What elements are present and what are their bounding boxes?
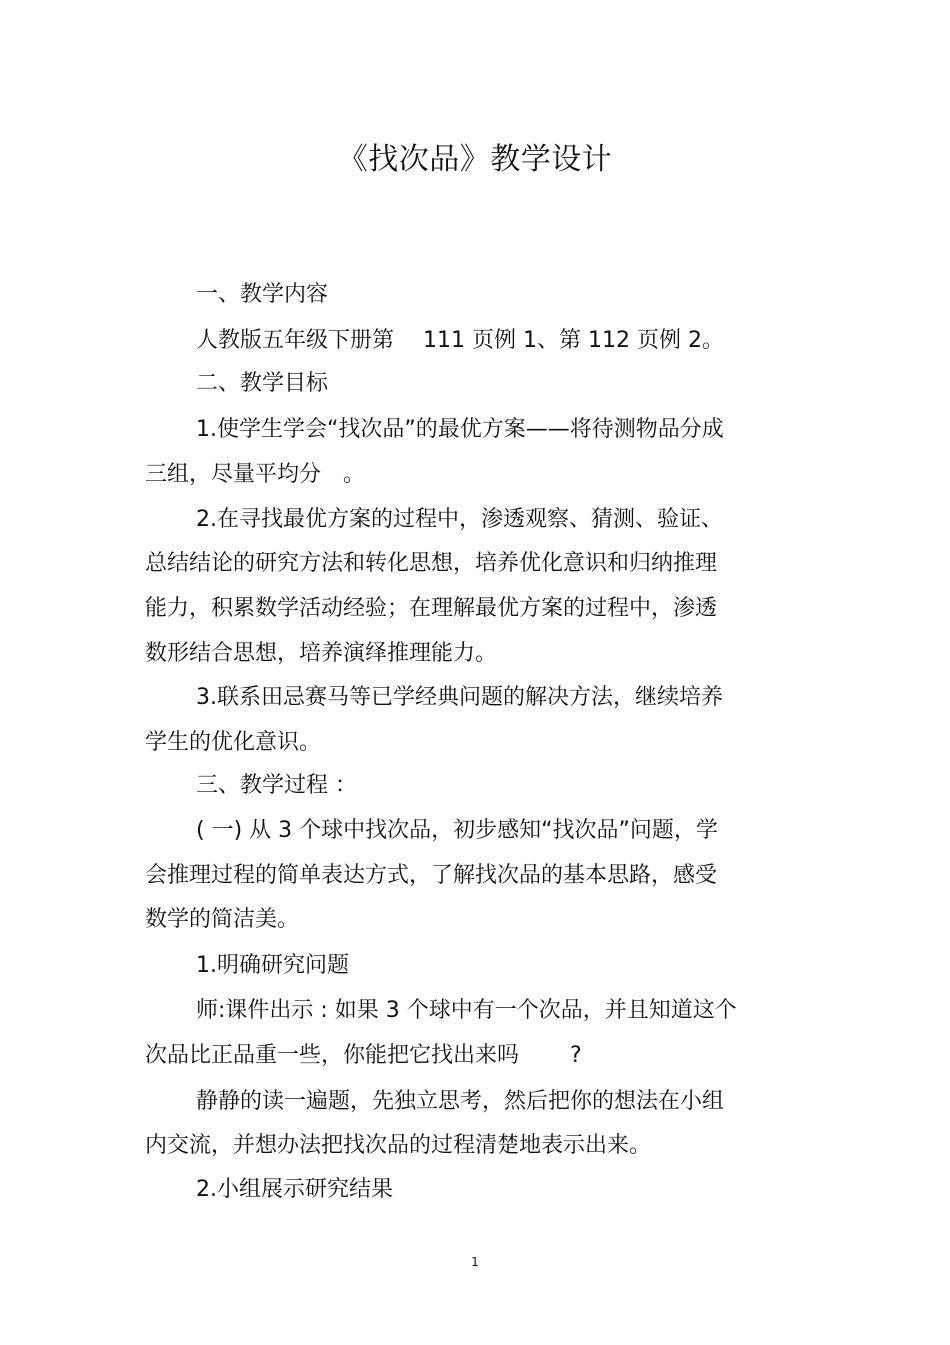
paragraph-line: 静静的读一遍题，先独立思考，然后把你的想法在小组 <box>196 1089 725 1114</box>
page-number: 1 <box>471 1255 479 1269</box>
paragraph-line: 内交流，并想办法把找次品的过程清楚地表示出来。 <box>145 1133 652 1158</box>
section-heading-objectives: 二、教学目标 <box>196 371 329 396</box>
paragraph-line: 会推理过程的简单表达方式，了解找次品的基本思路，感受 <box>145 863 718 888</box>
paragraph-line: 总结结论的研究方法和转化思想，培养优化意识和归纳推理 <box>145 551 718 576</box>
paragraph-line: 人教版五年级下册第 111 页例 1、第 112 页例 2。 <box>196 328 724 353</box>
paragraph-line: 2.在寻找最优方案的过程中，渗透观察、猜测、验证、 <box>196 507 723 532</box>
paragraph-line: 学生的优化意识。 <box>145 730 322 755</box>
subheading-line: 1.明确研究问题 <box>196 953 349 978</box>
section-heading-process: 三、教学过程 ： <box>196 773 357 798</box>
paragraph-line: 能力，积累数学活动经验；在理解最优方案的过程中，渗透 <box>145 596 718 621</box>
paragraph-line: 3.联系田忌赛马等已学经典问题的解决方法，继续培养 <box>196 685 723 710</box>
paragraph-line: 师:课件出示 : 如果 3 个球中有一个次品，并且知道这个 <box>196 998 737 1023</box>
section-heading-content: 一、教学内容 <box>196 282 329 307</box>
paragraph-line: ( 一) 从 3 个球中找次品，初步感知“找次品”问题，学 <box>196 818 718 843</box>
paragraph-line: 1.使学生学会“找次品”的最优方案——将待测物品分成 <box>196 417 724 442</box>
subheading-line: 2.小组展示研究结果 <box>196 1177 393 1202</box>
paragraph-line: 次品比正品重一些，你能把它找出来吗 ? <box>145 1043 582 1068</box>
paragraph-line: 数形结合思想，培养演绎推理能力。 <box>145 641 498 666</box>
page-title: 《找次品》教学设计 <box>337 142 613 177</box>
paragraph-line: 数学的简洁美。 <box>145 907 300 932</box>
paragraph-line: 三组，尽量平均分 。 <box>145 462 366 487</box>
